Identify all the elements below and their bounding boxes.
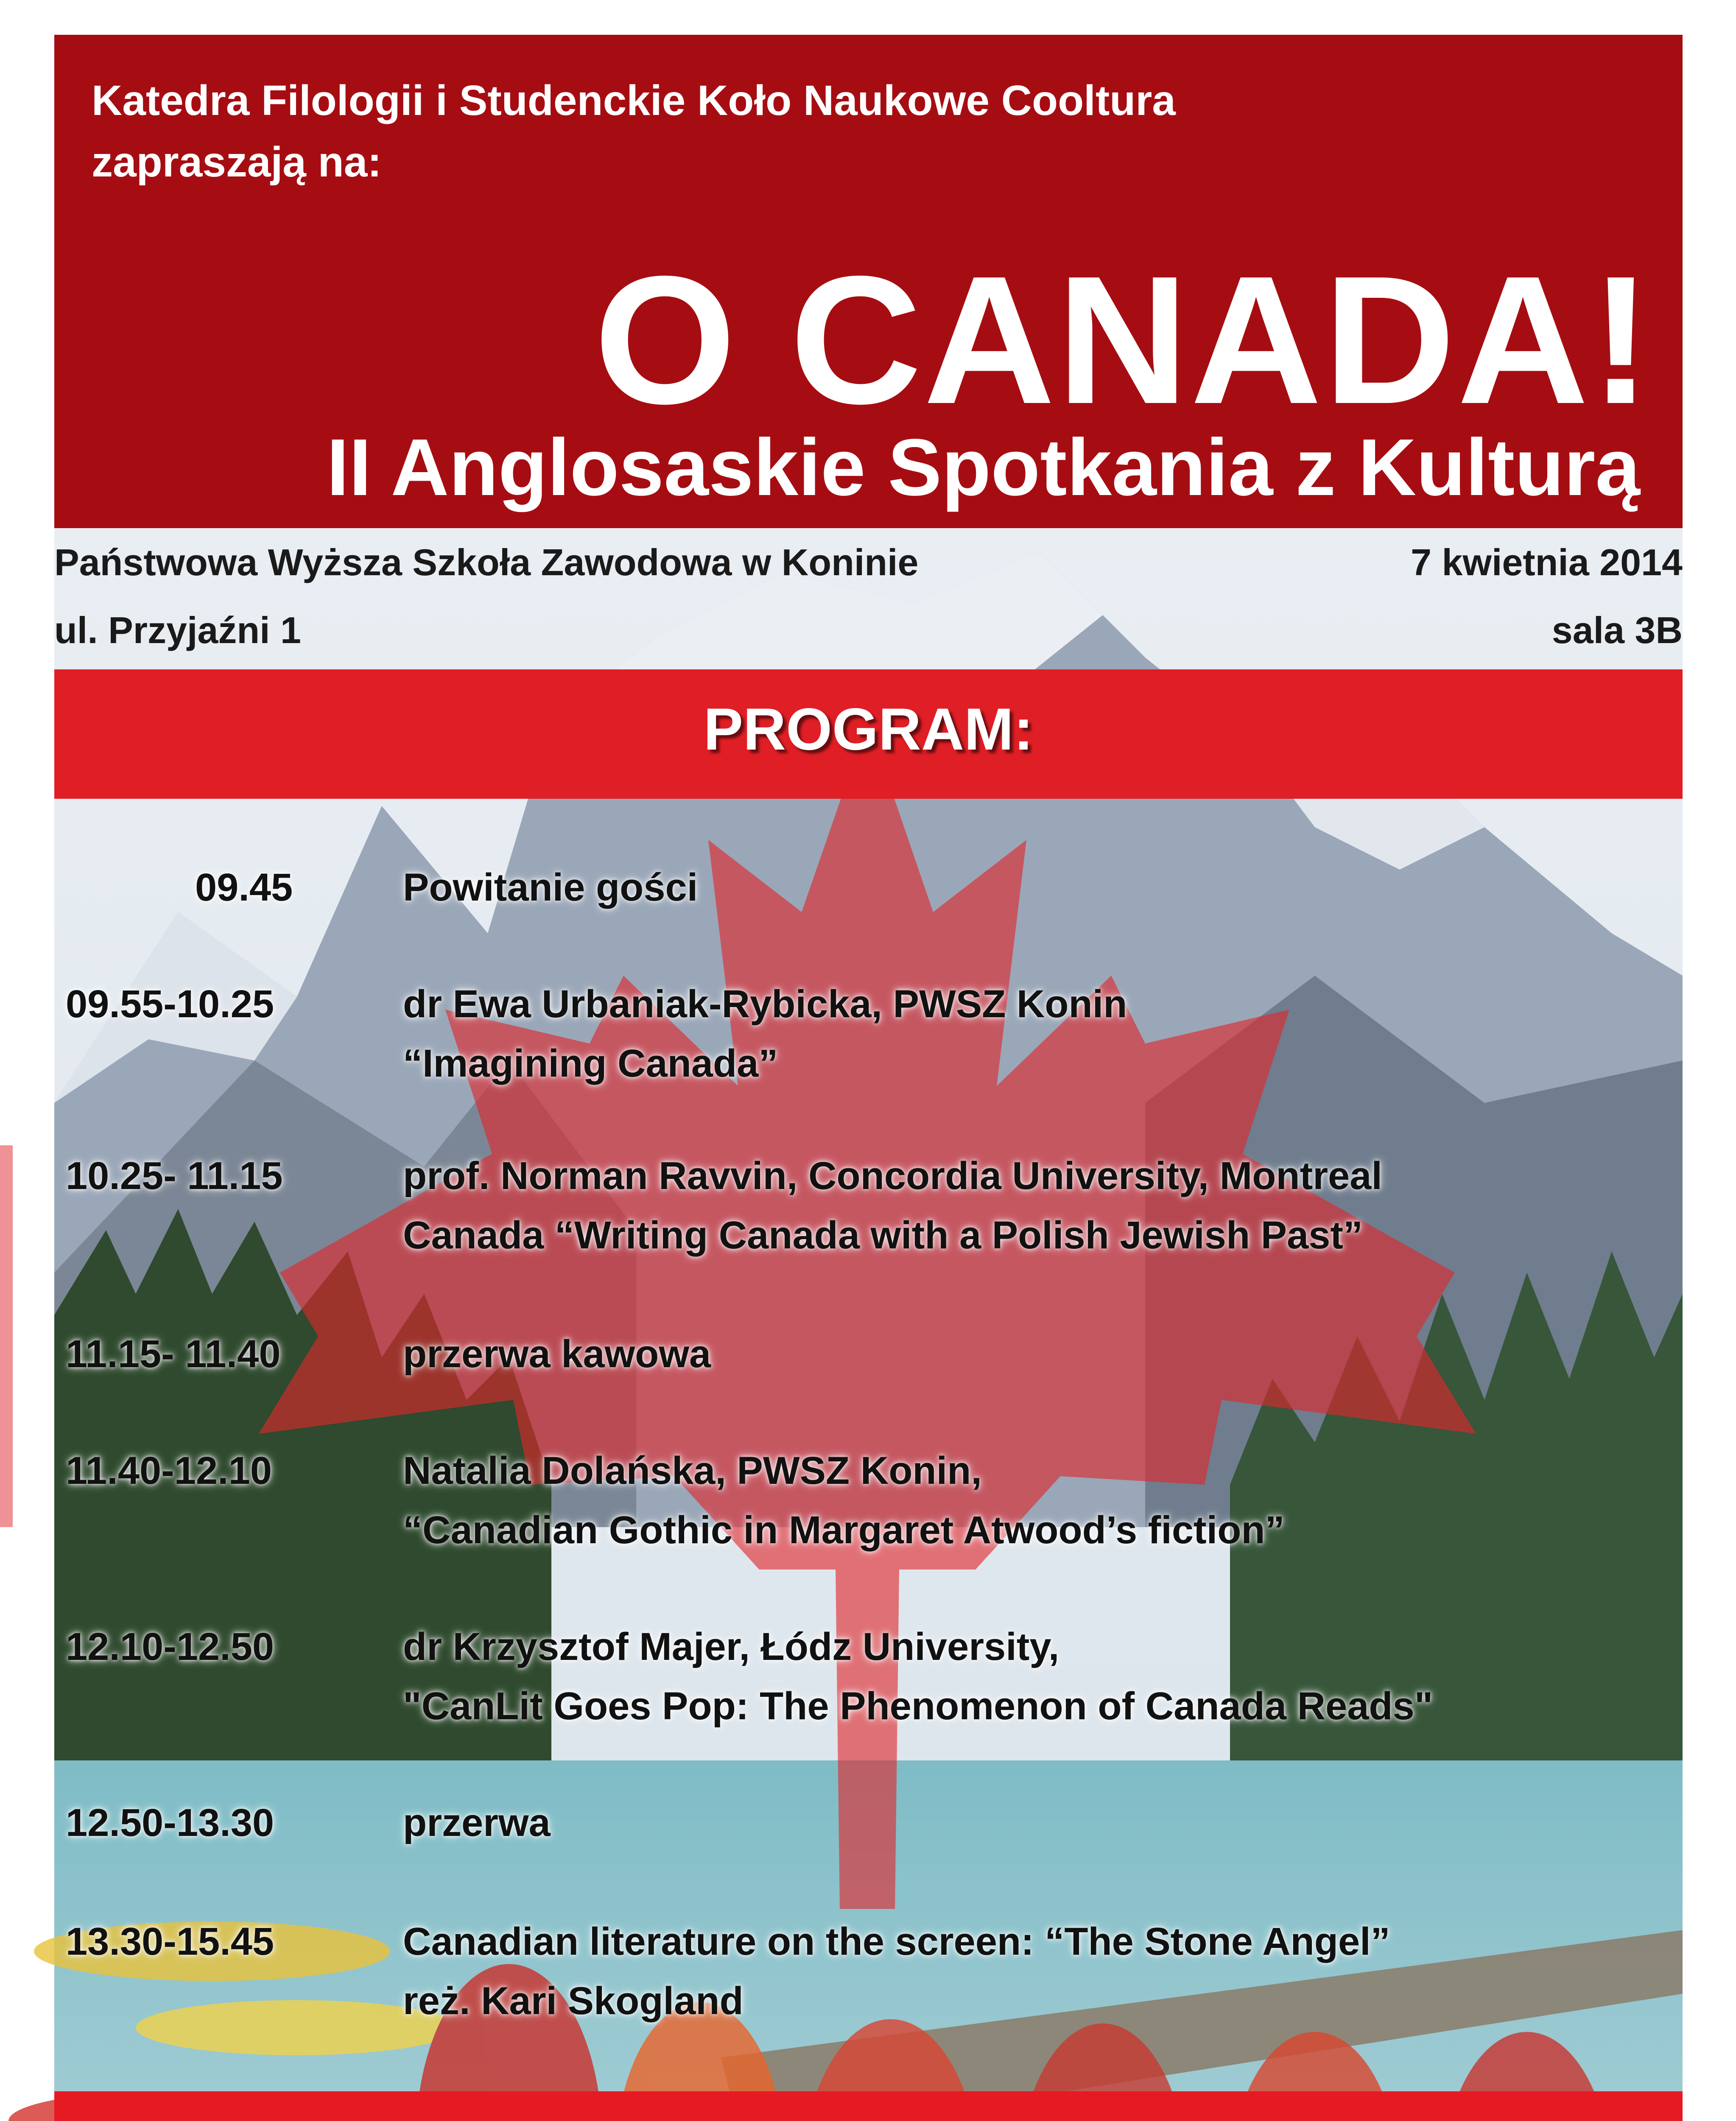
schedule-description: Powitanie gości (403, 866, 698, 909)
schedule-talk-title: Canada “Writing Canada with a Polish Jewish Past” (403, 1214, 1363, 1257)
schedule-time: 09.45 (195, 866, 293, 909)
invite-line-1: Katedra Filologii i Studenckie Koło Naukowe Cooltura (92, 77, 1176, 124)
invite-line-2: zapraszają na: (92, 138, 382, 186)
event-subtitle: II Anglosaskie Spotkania z Kulturą (327, 423, 1640, 512)
address: ul. Przyjaźni 1 (54, 609, 301, 651)
schedule-description: dr Ewa Urbaniak-Rybicka, PWSZ Konin (403, 982, 1127, 1026)
schedule-description: Canadian literature on the screen: “The Stone Angel” (403, 1920, 1390, 1963)
schedule-talk-title: “Imagining Canada” (403, 1042, 778, 1085)
schedule-time: 12.50-13.30 (66, 1801, 274, 1844)
schedule-description: przerwa (403, 1801, 551, 1844)
program-heading: PROGRAM: (703, 696, 1034, 762)
schedule-time: 10.25- 11.15 (66, 1154, 283, 1198)
schedule-description: prof. Norman Ravvin, Concordia University, Montreal (403, 1154, 1382, 1198)
schedule-time: 11.15- 11.40 (66, 1332, 281, 1376)
event-date: 7 kwietnia 2014 (1411, 541, 1683, 583)
schedule-talk-title: "CanLit Goes Pop: The Phenomenon of Canada Reads" (403, 1684, 1433, 1728)
schedule-description: dr Krzysztof Majer, Łódz University, (403, 1625, 1059, 1668)
schedule-time: 09.55-10.25 (66, 982, 274, 1026)
schedule-description: Natalia Dolańska, PWSZ Konin, (403, 1449, 982, 1492)
schedule-time: 11.40-12.10 (66, 1449, 272, 1492)
schedule-time: 13.30-15.45 (66, 1920, 274, 1963)
schedule-time: 12.10-12.50 (66, 1625, 274, 1668)
institution-name: Państwowa Wyższa Szkoła Zawodowa w Koninie (54, 541, 919, 583)
schedule-talk-title: reż. Kari Skogland (403, 1979, 744, 2023)
event-title: O CANADA! (594, 238, 1653, 442)
schedule-description: przerwa kawowa (403, 1332, 711, 1376)
event-room: sala 3B (1551, 609, 1683, 651)
schedule-talk-title: “Canadian Gothic in Margaret Atwood’s fiction” (403, 1508, 1285, 1552)
